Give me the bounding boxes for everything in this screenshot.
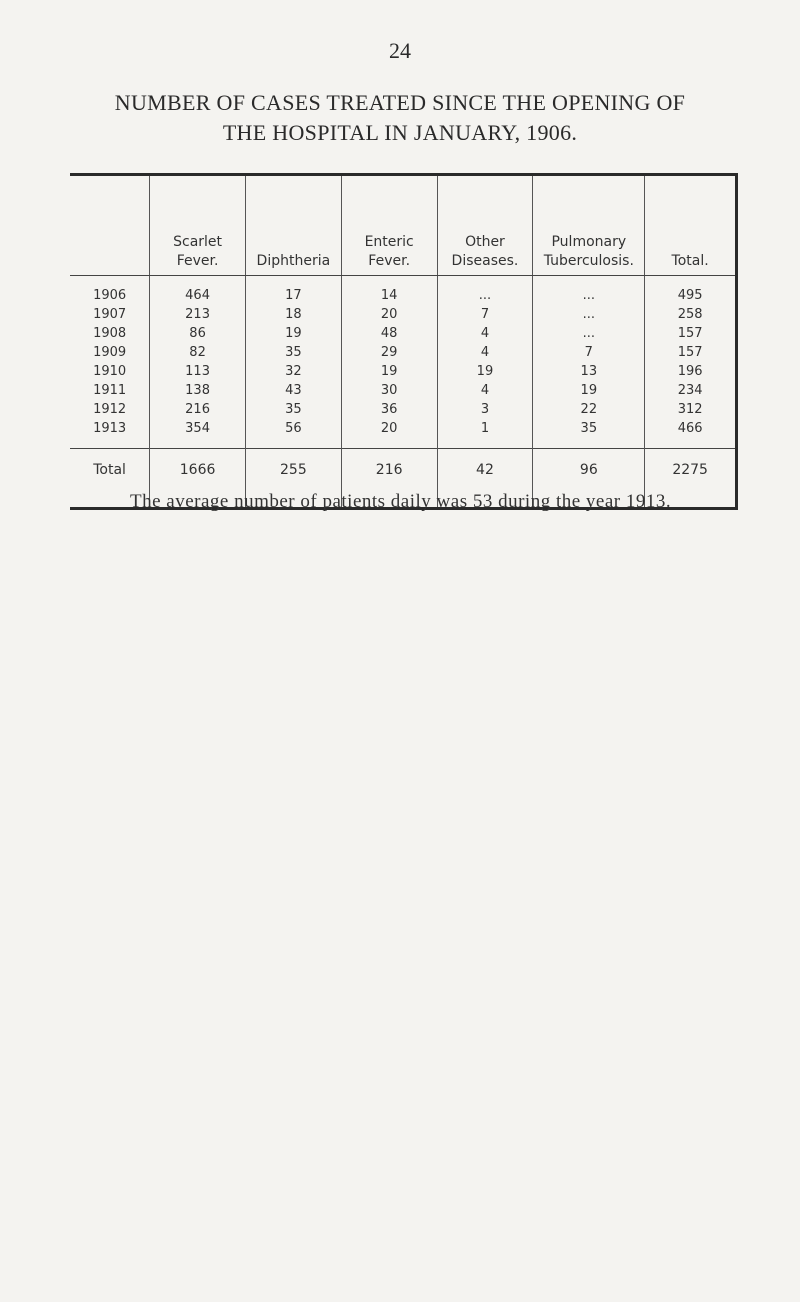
table-row xyxy=(70,324,737,343)
cell-total: 234 xyxy=(645,381,737,400)
cell-other-diseases: 3 xyxy=(437,400,533,419)
table-header-row xyxy=(70,175,737,276)
cell-scarlet-fever: 113 xyxy=(150,362,246,381)
cell-pulmonary-tuberculosis: 22 xyxy=(533,400,645,419)
cell-total: 466 xyxy=(645,419,737,449)
totals-label: Total xyxy=(70,449,150,509)
header-total: Total. xyxy=(645,175,737,276)
cell-year: 1913 xyxy=(93,421,127,436)
table-row xyxy=(70,381,737,400)
cell-pulmonary-tuberculosis: 7 xyxy=(533,343,645,362)
total-pulmonary-tuberculosis: 96 xyxy=(533,449,645,509)
cases-table xyxy=(70,173,738,510)
cell-scarlet-fever: 354 xyxy=(150,419,246,449)
cell-scarlet-fever: 464 xyxy=(150,286,246,305)
total-enteric-fever: 216 xyxy=(341,449,437,509)
cell-enteric-fever: 36 xyxy=(341,400,437,419)
cell-year: 1907 xyxy=(93,307,127,322)
cell-other-diseases: 4 xyxy=(437,343,533,362)
cell-pulmonary-tuberculosis: ... xyxy=(533,286,645,305)
cell-pulmonary-tuberculosis: ... xyxy=(533,305,645,324)
header-year xyxy=(70,175,150,276)
header-pulmonary-tuberculosis: Pulmonary Tuberculosis. xyxy=(533,175,645,276)
table-row xyxy=(70,362,737,381)
cell-scarlet-fever: 213 xyxy=(150,305,246,324)
cell-diphtheria: 19 xyxy=(245,324,341,343)
cell-pulmonary-tuberculosis: 13 xyxy=(533,362,645,381)
cell-other-diseases: 4 xyxy=(437,381,533,400)
cell-year: 1909 xyxy=(93,345,127,360)
cell-enteric-fever: 19 xyxy=(341,362,437,381)
cell-scarlet-fever: 82 xyxy=(150,343,246,362)
cell-year: 1912 xyxy=(93,402,127,417)
cell-diphtheria: 35 xyxy=(245,343,341,362)
page-title xyxy=(30,88,770,148)
cell-scarlet-fever: 138 xyxy=(150,381,246,400)
title-line-1: NUMBER OF CASES TREATED SINCE THE OPENING OF xyxy=(114,90,686,115)
average-patients-note: The average number of patients daily was 53 during the year 1913. xyxy=(130,491,672,512)
header-enteric-fever: Enteric Fever. xyxy=(341,175,437,276)
cell-other-diseases: 7 xyxy=(437,305,533,324)
cell-year: 1910 xyxy=(93,364,127,379)
cell-total: 196 xyxy=(645,362,737,381)
header-other-diseases: Other Diseases. xyxy=(437,175,533,276)
cell-diphtheria: 43 xyxy=(245,381,341,400)
grand-total: 2275 xyxy=(645,449,737,509)
total-diphtheria: 255 xyxy=(245,449,341,509)
cell-other-diseases: ... xyxy=(437,286,533,305)
cell-diphtheria: 32 xyxy=(245,362,341,381)
table-row xyxy=(70,419,737,449)
cell-pulmonary-tuberculosis: 35 xyxy=(533,419,645,449)
cell-enteric-fever: 48 xyxy=(341,324,437,343)
cell-enteric-fever: 20 xyxy=(341,419,437,449)
cell-scarlet-fever: 216 xyxy=(150,400,246,419)
cell-year: 1906 xyxy=(93,288,127,303)
cell-other-diseases: 4 xyxy=(437,324,533,343)
table-row xyxy=(70,305,737,324)
cell-total: 157 xyxy=(645,324,737,343)
cell-enteric-fever: 14 xyxy=(341,286,437,305)
cell-diphtheria: 35 xyxy=(245,400,341,419)
table-row xyxy=(70,343,737,362)
cell-year: 1911 xyxy=(93,383,127,398)
title-line-2: THE HOSPITAL IN JANUARY, 1906. xyxy=(222,120,578,145)
cell-enteric-fever: 30 xyxy=(341,381,437,400)
cell-diphtheria: 17 xyxy=(245,286,341,305)
cell-total: 495 xyxy=(645,286,737,305)
table-row xyxy=(70,400,737,419)
cell-scarlet-fever: 86 xyxy=(150,324,246,343)
cell-pulmonary-tuberculosis: 19 xyxy=(533,381,645,400)
total-scarlet-fever: 1666 xyxy=(150,449,246,509)
cell-total: 157 xyxy=(645,343,737,362)
cell-other-diseases: 1 xyxy=(437,419,533,449)
cell-total: 258 xyxy=(645,305,737,324)
cell-enteric-fever: 29 xyxy=(341,343,437,362)
cell-other-diseases: 19 xyxy=(437,362,533,381)
cell-total: 312 xyxy=(645,400,737,419)
table-row xyxy=(70,286,737,305)
header-scarlet-fever: Scarlet Fever. xyxy=(150,175,246,276)
total-other-diseases: 42 xyxy=(437,449,533,509)
cell-pulmonary-tuberculosis: ... xyxy=(533,324,645,343)
cell-year: 1908 xyxy=(93,326,127,341)
header-diphtheria: Diphtheria xyxy=(245,175,341,276)
cell-diphtheria: 18 xyxy=(245,305,341,324)
cell-diphtheria: 56 xyxy=(245,419,341,449)
page-number: 24 xyxy=(389,38,411,63)
cell-enteric-fever: 20 xyxy=(341,305,437,324)
